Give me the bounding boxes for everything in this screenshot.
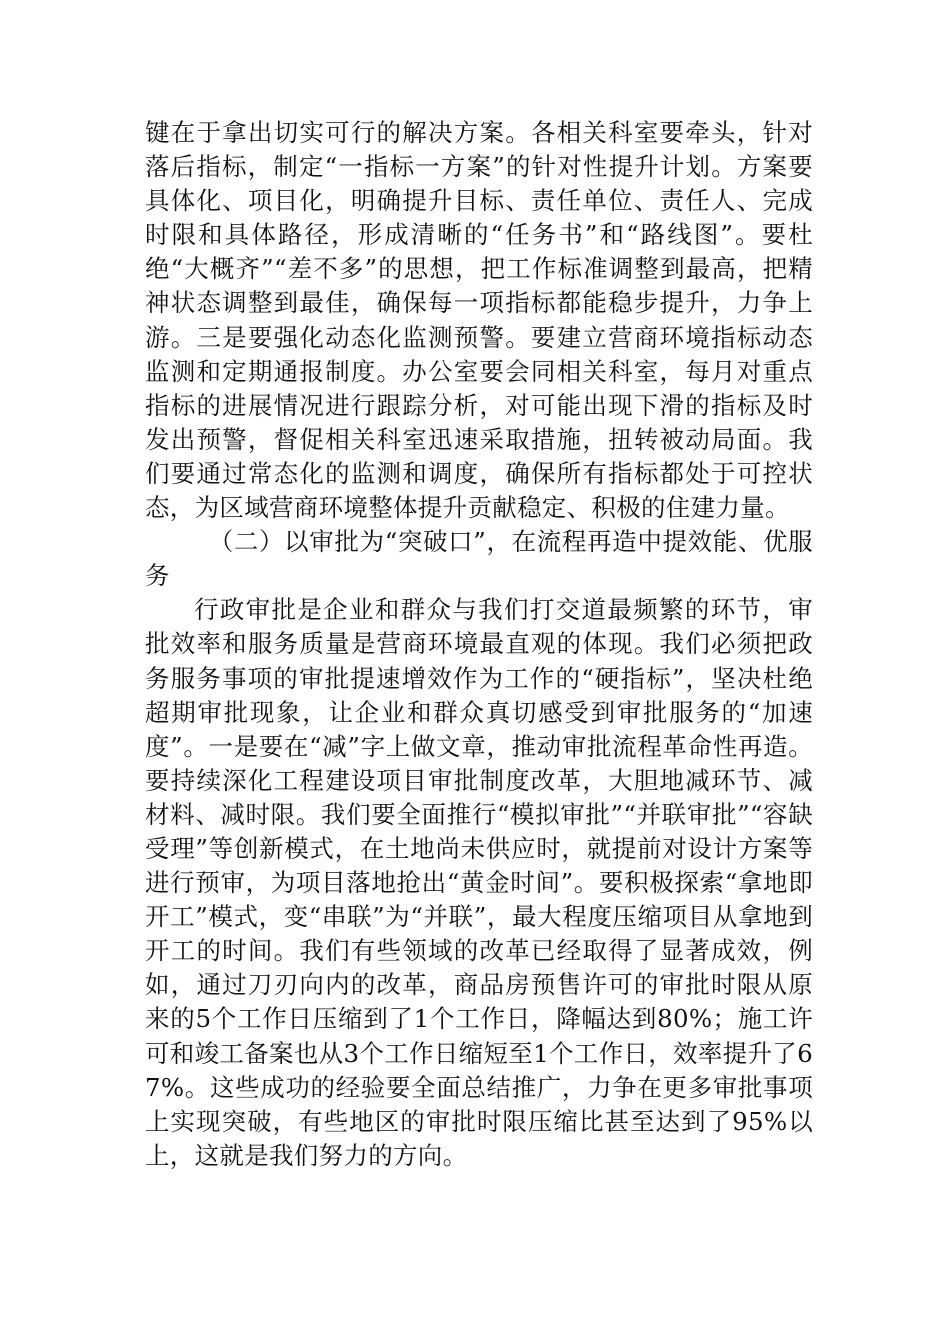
paragraph-administrative-approval: 行政审批是企业和群众与我们打交道最频繁的环节，审批效率和服务质量是营商环境最直观的体现。我们必须把政务服务事项的审批提速增效作为工作的“硬指标”，坚决杜绝超期审批现象，让企业和群众真切感受到审批服务的“加速度”。一是要在“减”字上做文章，推动审批流程革命性再造。要持续深化工程建设项目审批制度改革，大胆地减环节、减材料、减时限。我们要全面推行“模拟审批”“并联审批”“容缺受理”等创新模式，在土地尚未供应时，就提前对设计方案等进行预审，为项目落地抢出“黄金时间”。要积极探索“拿地即开工”模式，变“串联”为“并联”，最大程度压缩项目从拿地到开工的时间。我们有些领域的改革已经取得了显著成效，例如，通过刀刃向内的改革，商品房预售许可的审批时限从原来的5个工作日压缩到了1个工作日，降幅达到80%；施工许可和竣工备案也从3个工作日缩短至1个工作日，效率提升了67%。这些成功的经验要全面总结推广，力争在更多审批事项上实现突破，有些地区的审批时限压缩比甚至达到了95%以上，这就是我们努力的方向。 bbox=[145, 595, 813, 1170]
document-body bbox=[145, 116, 813, 1173]
paragraph-indicator-monitoring: 键在于拿出切实可行的解决方案。各相关科室要牵头，针对落后指标，制定“一指标一方案”的针对性提升计划。方案要具体化、项目化，明确提升目标、责任单位、责任人、完成时限和具体路径，形成清晰的“任务书”和“路线图”。要杜绝“大概齐”“差不多”的思想，把工作标准调整到最高，把精神状态调整到最佳，确保每一项指标都能稳步提升，力争上游。三是要强化动态化监测预警。要建立营商环境指标动态监测和定期通报制度。办公室要会同相关科室，每月对重点指标的进展情况进行跟踪分析，对可能出现下滑的指标及时发出预警，督促相关科室迅速采取措施，扭转被动局面。我们要通过常态化的监测和调度，确保所有指标都处于可控状态，为区域营商环境整体提升贡献稳定、积极的住建力量。 bbox=[145, 118, 813, 523]
section-heading-approval-breakthrough: （二）以审批为“突破口”，在流程再造中提效能、优服务 bbox=[145, 527, 813, 591]
